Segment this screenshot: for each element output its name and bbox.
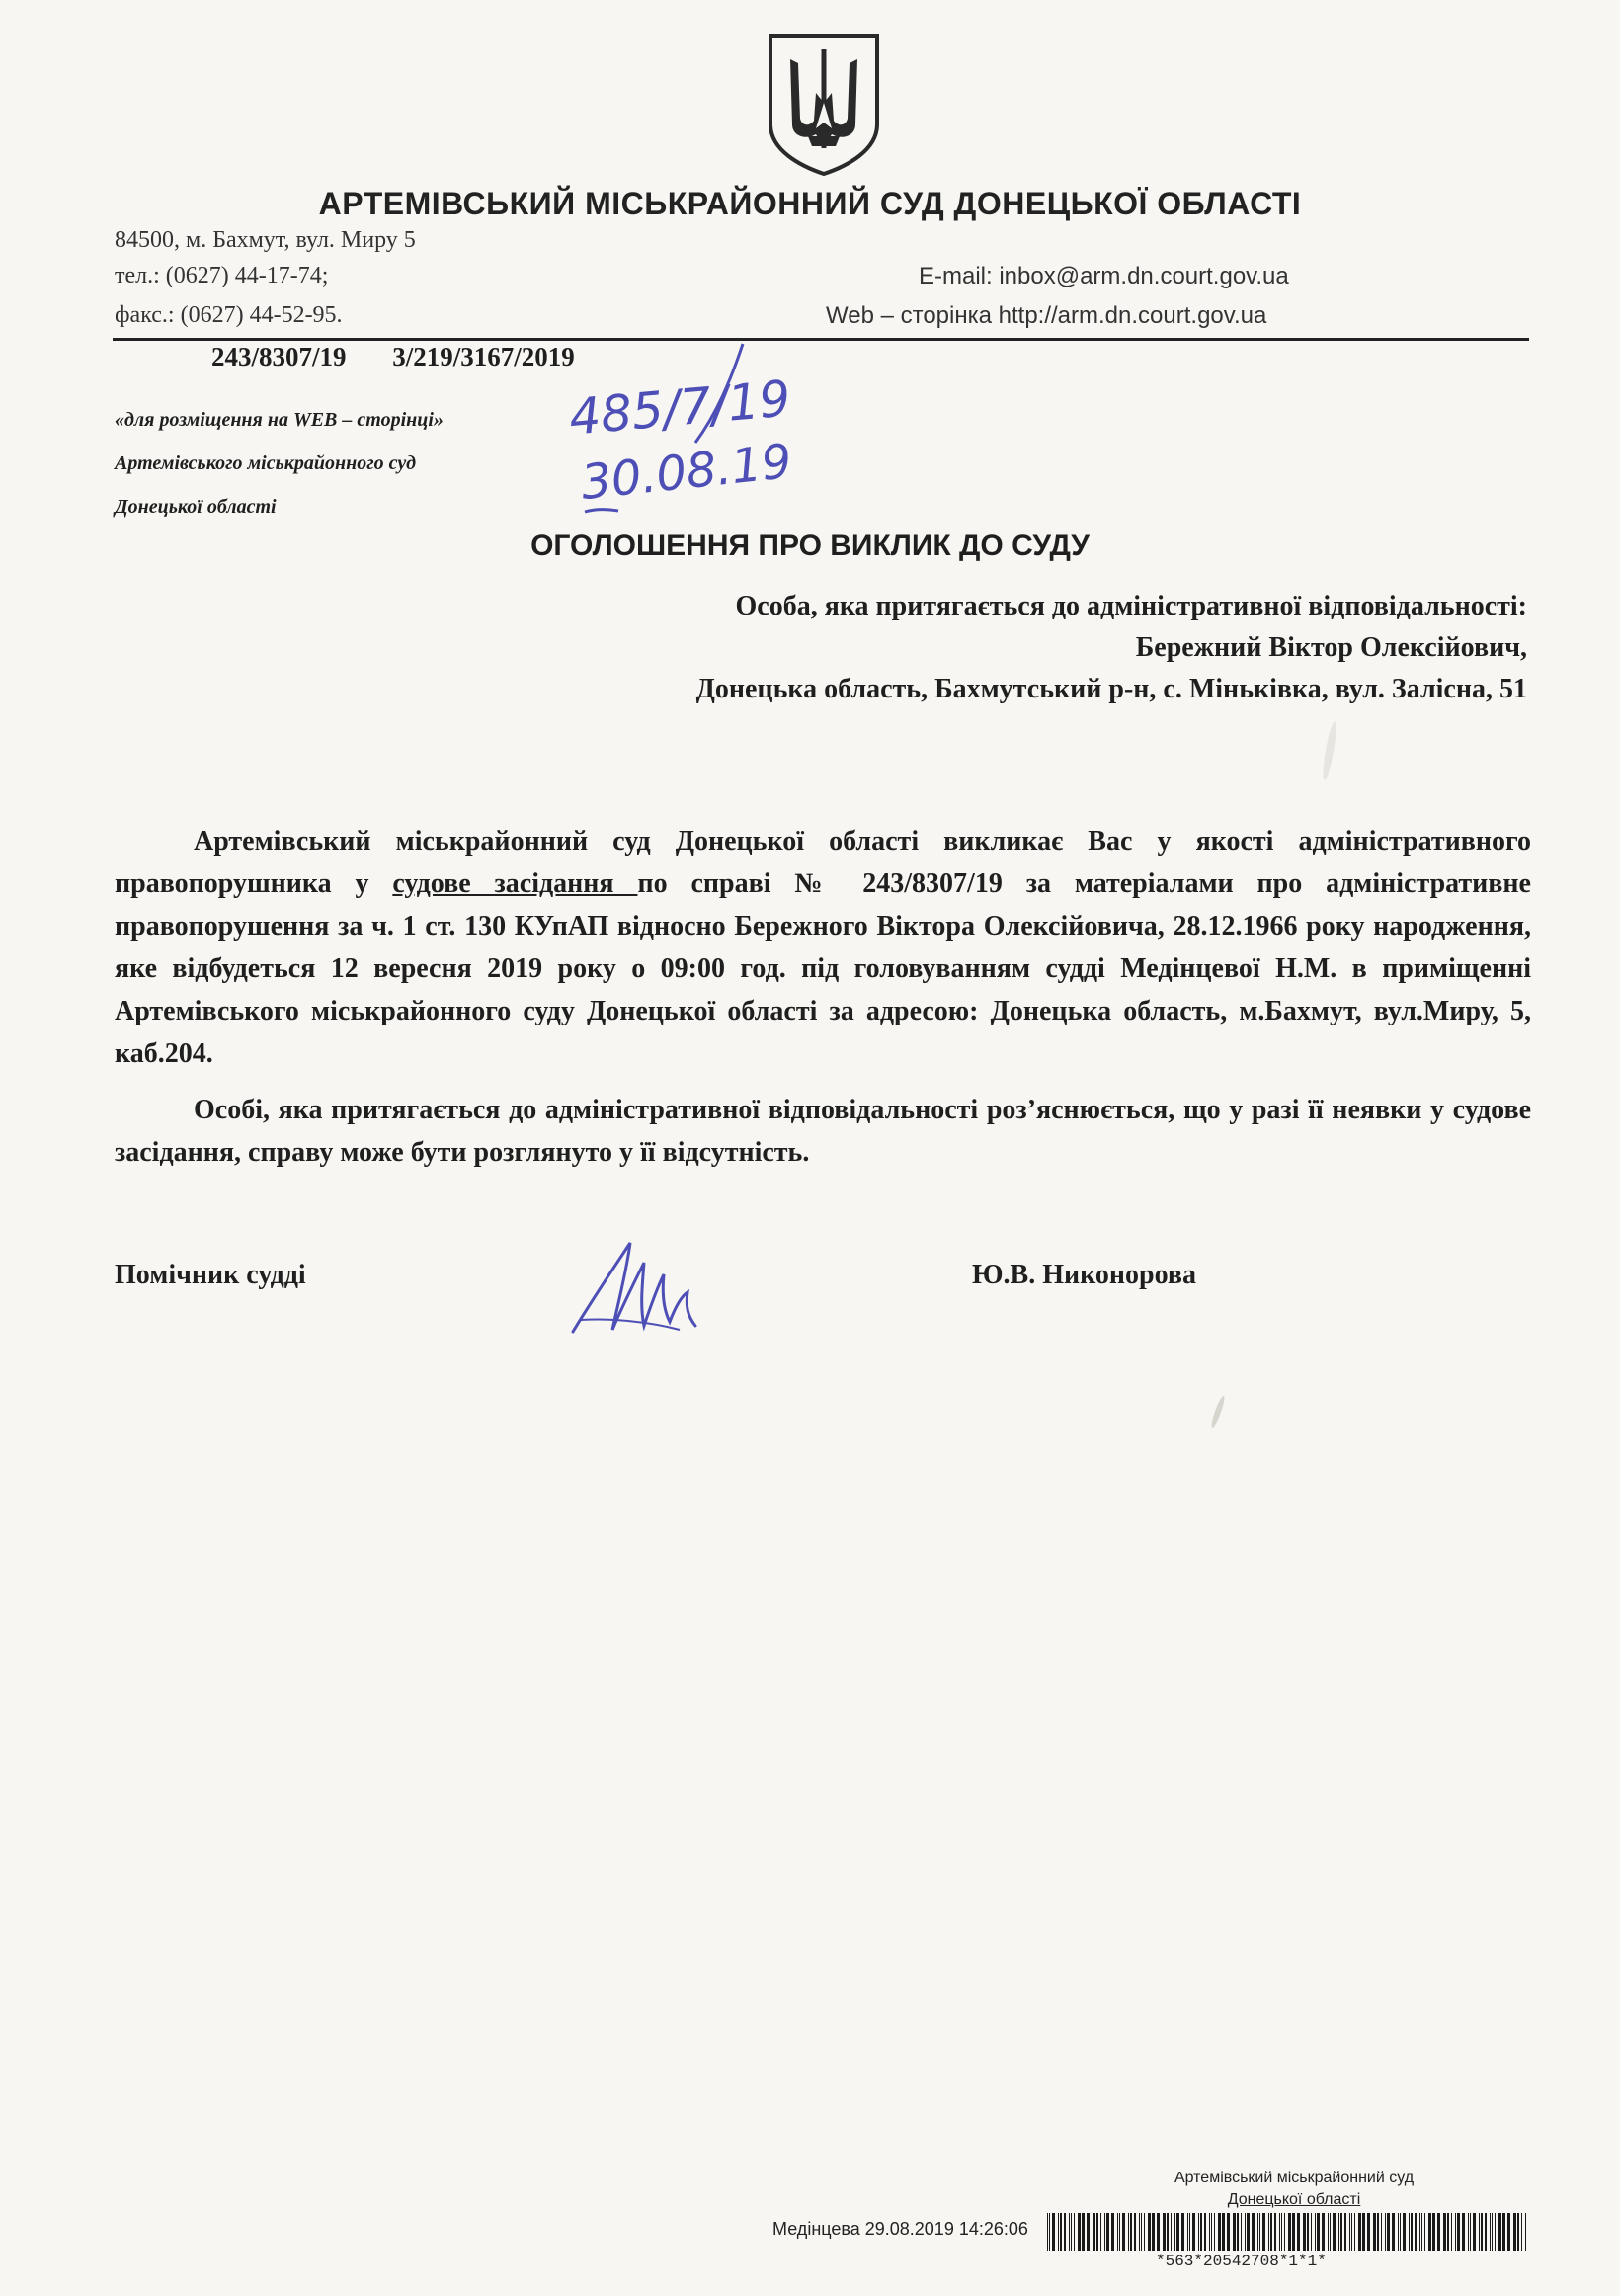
barcode-bar (1218, 2213, 1221, 2251)
barcode-bar (1377, 2213, 1379, 2251)
barcode-bar (1204, 2213, 1206, 2251)
barcode-bar (1052, 2213, 1055, 2251)
barcode-bar (1181, 2213, 1184, 2251)
notice-paragraph-2: Особі, яка притягається до адміністративної відповідальності роз’яснюється, що у разі її неявки у судове засідання, справу може бути розглянуто у її відсутність. (115, 1095, 1531, 1168)
barcode-bar (1233, 2213, 1236, 2251)
stamp-author-timestamp: Медінцева 29.08.2019 14:26:06 (772, 2219, 1028, 2239)
court-name: АРТЕМІВСЬКИЙ МІСЬКРАЙОННИЙ СУД ДОНЕЦЬКОЇ ОБЛАСТІ (318, 186, 1302, 221)
barcode-bar (1409, 2213, 1410, 2251)
barcode-bar (1344, 2213, 1346, 2251)
registration-stamp (751, 2164, 1541, 2282)
paragraph-1-text-a: Артемівський міськрайонний суд Донецької області викликає Вас у якості адміністративного правопорушника у (115, 826, 1531, 899)
barcode-bar (1049, 2213, 1050, 2251)
barcode-bar (1322, 2213, 1325, 2251)
paragraph-1-text-b: по справі № 243/8307/19 за матеріалами про адміністративне правопорушення за ч. 1 ст. 130 КУпАП відносно Бережного Віктора Олексійовича, 28.12.1966 року народження, яке відбудеться 12 вересня 2019 року о 09:00 год. під головуванням судді Медінцевої Н.М. в приміщенні Артемівського міськрайонного суду Донецької області за адресою: Донецька область, м.Бахмут, вул.Миру, 5, каб.204. (115, 868, 1531, 1069)
barcode-bar (1176, 2213, 1179, 2251)
barcode-bar (1330, 2213, 1331, 2251)
barcode-bar (1358, 2213, 1361, 2251)
barcode-bar (1392, 2213, 1395, 2251)
stamp-court-name (1146, 2168, 1442, 2211)
barcode-bar (1111, 2213, 1114, 2251)
barcode-bar (1470, 2213, 1471, 2251)
barcode-bar (1058, 2213, 1059, 2251)
scan-mark (1209, 1395, 1226, 1429)
barcode-bar (1490, 2213, 1491, 2251)
barcode-bar (1245, 2213, 1246, 2251)
barcode-bar (1163, 2213, 1166, 2251)
barcode-bar (1387, 2213, 1390, 2251)
barcode-bar (1130, 2213, 1132, 2251)
barcode-bar (1279, 2213, 1280, 2251)
scan-mark (1321, 721, 1338, 780)
barcode-bar (1284, 2213, 1285, 2251)
barcode-bar (1192, 2213, 1195, 2251)
barcode-bar (1485, 2213, 1487, 2251)
barcode-bar (1367, 2213, 1370, 2251)
barcode-bar (1200, 2213, 1202, 2251)
barcode-bar (1082, 2213, 1085, 2251)
barcode-bar (1198, 2213, 1199, 2251)
barcode (1047, 2213, 1530, 2251)
placement-note-line3: Донецької області (115, 496, 277, 518)
barcode-bar (1187, 2213, 1188, 2251)
barcode-bar (1303, 2213, 1306, 2251)
barcode-bar (1128, 2213, 1129, 2251)
barcode-bar (1333, 2213, 1336, 2251)
barcode-bar (1257, 2213, 1258, 2251)
barcode-bar (1385, 2213, 1386, 2251)
recipient-role: Особа, яка притягається до адміністративної відповідальності: (735, 591, 1527, 621)
handwritten-reg-date: 30.08.19 (578, 433, 795, 512)
barcode-bar (1157, 2213, 1160, 2251)
barcode-bar (1462, 2213, 1465, 2251)
header-divider (113, 338, 1529, 341)
barcode-bar (1432, 2213, 1435, 2251)
barcode-bar (1362, 2213, 1365, 2251)
barcode-bar (1281, 2213, 1282, 2251)
court-website: Web – сторінка http://arm.dn.court.gov.ua (826, 302, 1267, 329)
barcode-bar (1064, 2213, 1066, 2251)
barcode-caption: *563*20542708*1*1* (1156, 2253, 1327, 2270)
barcode-bar (1268, 2213, 1269, 2251)
barcode-bar (1311, 2213, 1312, 2251)
barcode-bar (1237, 2213, 1239, 2251)
barcode-bar (1481, 2213, 1483, 2251)
barcode-bar (1148, 2213, 1151, 2251)
barcode-bar (1227, 2213, 1230, 2251)
barcode-bar (1419, 2213, 1420, 2251)
barcode-bar (1093, 2213, 1095, 2251)
barcode-bar (1338, 2213, 1339, 2251)
barcode-bar (1174, 2213, 1175, 2251)
barcode-bar (1152, 2213, 1155, 2251)
signer-position: Помічник судді (115, 1260, 306, 1290)
barcode-bar (1340, 2213, 1342, 2251)
barcode-bar (1479, 2213, 1480, 2251)
barcode-bar (1167, 2213, 1169, 2251)
barcode-bar (1292, 2213, 1295, 2251)
barcode-bar (1398, 2213, 1399, 2251)
placement-note-line2: Артемівського міськрайонного суд (115, 452, 417, 474)
case-numbers (211, 342, 575, 372)
proceeding-number: 3/219/3167/2019 (392, 342, 575, 371)
barcode-bar (1457, 2213, 1460, 2251)
barcode-bar (1171, 2213, 1172, 2251)
barcode-bar (1415, 2213, 1417, 2251)
barcode-bar (1315, 2213, 1316, 2251)
barcode-bar (1521, 2213, 1522, 2251)
barcode-bar (1252, 2213, 1255, 2251)
barcode-bar (1259, 2213, 1260, 2251)
barcode-bar (1209, 2213, 1210, 2251)
barcode-bar (1317, 2213, 1320, 2251)
barcode-bar (1087, 2213, 1090, 2251)
notice-body (115, 820, 1531, 1188)
handwritten-dash-mark (583, 504, 622, 518)
barcode-bar (1071, 2213, 1072, 2251)
barcode-bar (1455, 2213, 1456, 2251)
court-email: E-mail: inbox@arm.dn.court.gov.ua (919, 263, 1289, 289)
barcode-bar (1189, 2213, 1190, 2251)
barcode-bar (1473, 2213, 1476, 2251)
barcode-bar (1451, 2213, 1452, 2251)
barcode-bar (1307, 2213, 1309, 2251)
barcode-bar (1141, 2213, 1142, 2251)
barcode-bar (1502, 2213, 1505, 2251)
barcode-bar (1241, 2213, 1242, 2251)
barcode-bar (1400, 2213, 1401, 2251)
barcode-bar (1117, 2213, 1118, 2251)
barcode-bar (1373, 2213, 1376, 2251)
barcode-bar (1424, 2213, 1425, 2251)
barcode-bar (1495, 2213, 1496, 2251)
recipient-name: Бережний Віктор Олексійович, (1135, 632, 1527, 663)
barcode-bar (1447, 2213, 1449, 2251)
barcode-bar (1443, 2213, 1446, 2251)
barcode-bar (1119, 2213, 1120, 2251)
barcode-bar (1517, 2213, 1519, 2251)
coat-of-arms-icon (763, 30, 885, 176)
barcode-bar (1354, 2213, 1355, 2251)
barcode-bar (1139, 2213, 1140, 2251)
barcode-bar (1074, 2213, 1075, 2251)
barcode-bar (1104, 2213, 1105, 2251)
barcode-bar (1222, 2213, 1225, 2251)
recipient-address: Донецька область, Бахмутський р-н, с. Міньківка, вул. Залісна, 51 (695, 674, 1527, 704)
barcode-bar (1498, 2213, 1501, 2251)
barcode-bar (1270, 2213, 1272, 2251)
barcode-bar (1525, 2213, 1526, 2251)
barcode-bar (1403, 2213, 1406, 2251)
barcode-bar (1288, 2213, 1291, 2251)
barcode-bar (1351, 2213, 1352, 2251)
signer-name: Ю.В. Никонорова (972, 1260, 1197, 1290)
paragraph-1-underlined: судове засідання (392, 868, 638, 899)
barcode-bar (1214, 2213, 1215, 2251)
barcode-bar (1047, 2213, 1048, 2251)
handwritten-reg-number: 485/7/19 (566, 369, 793, 447)
court-fax: факс.: (0627) 44-52-95. (115, 302, 343, 328)
barcode-bar (1507, 2213, 1510, 2251)
barcode-bar (1122, 2213, 1125, 2251)
barcode-bar (1421, 2213, 1422, 2251)
notice-title: ОГОЛОШЕННЯ ПРО ВИКЛИК ДО СУДУ (530, 530, 1090, 562)
barcode-bar (1513, 2213, 1516, 2251)
stamp-court-line-1: Артемівський міськрайонний суд (1174, 2170, 1415, 2186)
barcode-bar (1069, 2213, 1070, 2251)
barcode-bar (1437, 2213, 1440, 2251)
barcode-bar (1060, 2213, 1062, 2251)
barcode-bar (1328, 2213, 1329, 2251)
barcode-bar (1492, 2213, 1493, 2251)
barcode-bar (1100, 2213, 1101, 2251)
notice-paragraph-1 (115, 820, 1531, 1075)
barcode-bar (1096, 2213, 1098, 2251)
barcode-bar (1144, 2213, 1145, 2251)
barcode-bar (1106, 2213, 1109, 2251)
barcode-bar (1297, 2213, 1300, 2251)
barcode-bar (1262, 2213, 1265, 2251)
barcode-bar (1274, 2213, 1276, 2251)
stamp-court-line-2: Донецької області (1227, 2191, 1361, 2208)
barcode-bar (1078, 2213, 1081, 2251)
placement-note-line1: «для розміщення на WEB – сторінці» (115, 409, 444, 431)
barcode-bar (1349, 2213, 1350, 2251)
barcode-bar (1381, 2213, 1382, 2251)
barcode-bar (1211, 2213, 1212, 2251)
barcode-bar (1468, 2213, 1469, 2251)
handwritten-slash-mark (682, 340, 751, 449)
barcode-bar (1134, 2213, 1136, 2251)
barcode-bar (1428, 2213, 1431, 2251)
barcode-bar (1411, 2213, 1413, 2251)
barcode-bar (1247, 2213, 1250, 2251)
court-address: 84500, м. Бахмут, вул. Миру 5 (115, 227, 416, 253)
court-phone: тел.: (0627) 44-17-74; (115, 263, 329, 288)
case-number: 243/8307/19 (211, 342, 347, 371)
handwritten-signature (561, 1223, 709, 1352)
